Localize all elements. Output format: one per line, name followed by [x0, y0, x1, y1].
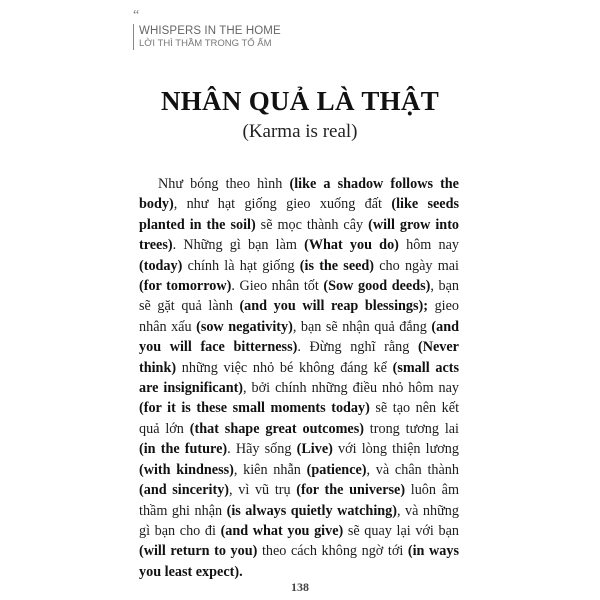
vietnamese-text: , và chân thành: [366, 461, 459, 478]
english-gloss: (for tomorrow): [139, 278, 232, 295]
vietnamese-text: , bởi chính những điều nhỏ hôm nay: [243, 380, 459, 397]
english-gloss: (and you will reap blessings);: [239, 298, 428, 315]
english-gloss: (and sincerity): [139, 482, 230, 499]
english-gloss: (for the universe): [296, 482, 406, 499]
english-gloss: (and what you give): [220, 522, 344, 539]
english-gloss: (What you do): [304, 237, 399, 254]
body-paragraph: [139, 174, 459, 582]
vietnamese-text: , kiên nhẫn: [233, 461, 307, 478]
vietnamese-text: , như hạt giống gieo xuống đất: [173, 196, 392, 213]
book-title-english: WHISPERS IN THE HOME: [139, 25, 281, 37]
vietnamese-text: theo cách không ngờ tới: [257, 543, 408, 560]
vietnamese-text: , bạn sẽ nhận quả đắng: [292, 318, 432, 335]
vietnamese-text: sẽ mọc thành cây: [255, 216, 369, 233]
english-gloss: (is always quietly watching): [226, 502, 397, 519]
vietnamese-text: . Hãy sống: [227, 441, 297, 458]
vietnamese-text: luôn âm thầm ghi nhận: [139, 482, 459, 519]
vietnamese-text: với lòng thiện lương: [332, 441, 459, 458]
running-header-titles: [133, 24, 281, 50]
quote-mark-icon: “: [133, 8, 140, 23]
chapter-subtitle: (Karma is real): [242, 121, 358, 142]
english-gloss: (Live): [296, 441, 333, 458]
vietnamese-text: . Gieo nhân tốt: [231, 278, 324, 295]
vietnamese-text: trong tương lai: [363, 420, 459, 437]
body-text: [139, 174, 459, 582]
vietnamese-text: cho ngày mai: [374, 257, 459, 274]
vietnamese-text: những việc nhỏ bé không đáng kể: [176, 359, 393, 376]
english-gloss: (in the future): [139, 441, 228, 458]
english-gloss: (today): [139, 257, 183, 274]
english-gloss: (sow negativity): [196, 318, 293, 335]
page-number: 138: [291, 580, 309, 594]
chapter-title: NHÂN QUẢ LÀ THẬT: [160, 86, 440, 116]
vietnamese-text: , và những gì bạn cho đi: [139, 502, 459, 539]
book-title-vietnamese: LỜI THÌ THẦM TRONG TỔ ẤM: [139, 38, 272, 49]
running-header: [133, 10, 281, 50]
english-gloss: (will return to you): [139, 543, 258, 560]
vietnamese-text: , bạn sẽ gặt quả lành: [139, 278, 460, 315]
vietnamese-text: gieo nhân xấu: [139, 298, 460, 335]
english-gloss: (and you will face bitterness): [139, 318, 459, 356]
english-gloss: (for it is these small moments today): [139, 400, 370, 417]
english-gloss: (like seeds planted in the soil): [139, 196, 459, 233]
vietnamese-text: sẽ quay lại với bạn: [343, 522, 459, 539]
english-gloss: (is the seed): [299, 257, 375, 274]
vietnamese-text: Như bóng theo hình: [158, 176, 290, 192]
vietnamese-text: hôm nay: [398, 237, 459, 254]
english-gloss: (small acts are insignificant): [139, 359, 459, 397]
vietnamese-text: sẽ tạo nên kết quả lớn: [139, 400, 460, 437]
vietnamese-text: . Đừng nghĩ rằng: [297, 339, 419, 356]
vietnamese-text: . Những gì bạn làm: [172, 237, 305, 254]
english-gloss: (with kindness): [139, 461, 234, 478]
english-gloss: (Never think): [139, 339, 459, 376]
english-gloss: (Sow good deeds): [323, 278, 431, 295]
english-gloss: (that shape great outcomes): [189, 420, 364, 437]
vietnamese-text: , vì vũ trụ: [229, 482, 297, 499]
english-gloss: (in ways you least expect).: [139, 543, 459, 580]
english-gloss: (will grow into trees): [139, 216, 460, 254]
english-gloss: (patience): [306, 461, 367, 478]
vietnamese-text: chính là hạt giống: [182, 257, 300, 274]
english-gloss: (like a shadow follows the body): [139, 176, 459, 213]
